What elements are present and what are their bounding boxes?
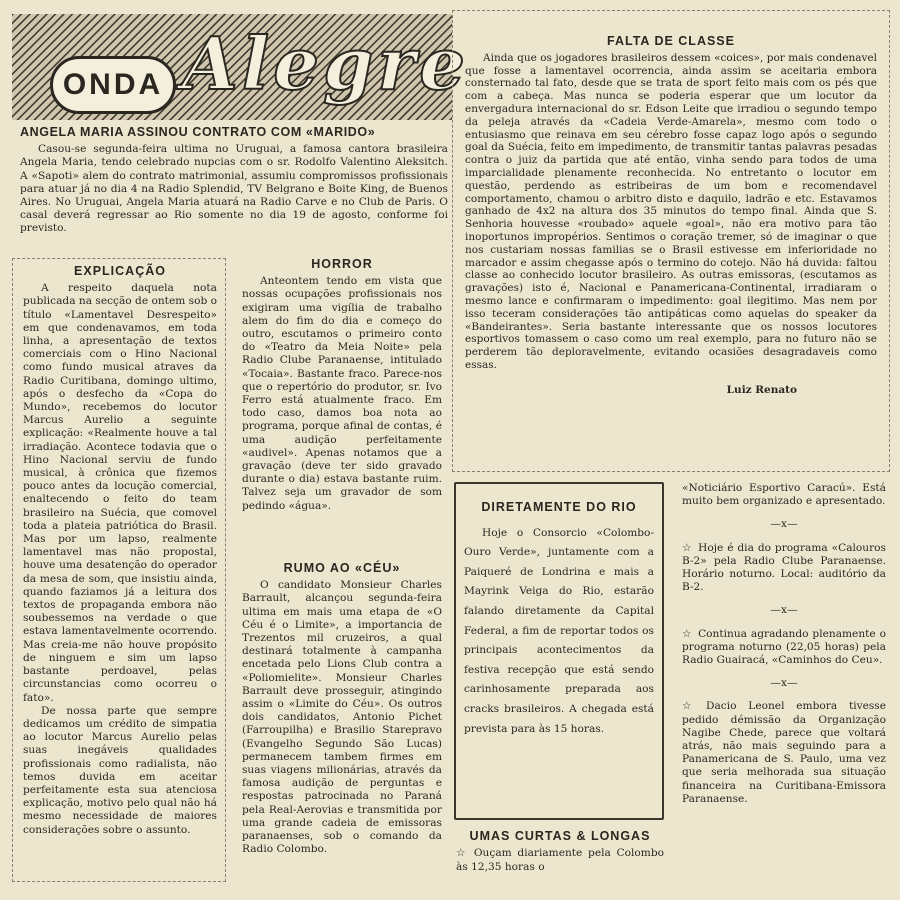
horror-article: [242, 258, 442, 513]
diretamente-do-rio-box: [454, 482, 664, 820]
star-icon: ☆: [456, 847, 468, 860]
falta-headline: FALTA DE CLASSE: [607, 34, 735, 48]
falta-body: Ainda que os jogadores brasileiros dessem «coices», por mais condenavel que fosse a lamentavel ocorrencia, ainda assim se aceitaria embora consternado tal fato, desde que se trata de sport feito mais com os pés que com a cabeça. Mas nunca se poderia esperar que um locutor da envergadura internacional do sr. Edson Leite que irradiou o segundo tempo da peleja através da «Cadeia Verde-Amarela», mesmo com todo o entusiasmo que reinava em seu cérebro fosse capaz logo após o segundo goal da Suécia, feito em impedimento, de transmitir tantas palavras pesadas contra o juiz da partida que até então, vinha sendo para todos de uma imparcialidade plenamente reconhecida. No entretanto o locutor em questão, perdendo as estribeiras de um bom e recomendavel comportamento, chamou o arbitro disto e daquilo, ladrão e etc. Estavamos ganhado de 4x2 na altura dos 35 minutos do tempo final. Ainda que S. Senhoria houvesse «roubado» aquele «goal», não era motivo para tão inoportunos impropérios. Sentimos o coração tremer, só de imaginar o que nos custariam nossas familias se o Brasil estivesse em inferioridade no marcador e assim chegasse após o termino do cotejo. Não há duvida: faltou classe ao conhecido locutor brasileiro. As outras emissoras, (escutamos as gravações) isto é, Nacional e Panamericana-Continental, irradiaram o mesmo lance e confirmaram o impedimento: goal ilegitimo. Mas nem por isso teceram considerações tão antipáticas como aquelas do speaker da «Bandeirantes». Seria bastante interessante que os nossos locutores esportivos tomassem o caso como um real exemplo, para no futuro não se perderem tão deploravelmente, evitando ocasiões desagradaveis como essas.: [465, 51, 877, 371]
logo-onda-text: ONDA: [50, 56, 176, 114]
diretamente-headline: DIRETAMENTE DO RIO: [481, 500, 637, 514]
curtas-item-4: [682, 700, 886, 806]
angela-body: Casou-se segunda-feira ultima no Uruguai, a famosa cantora brasileira Angela Maria, tendo celebrado nupcias com o sr. Rodolfo Valentino Aleksitch. A «Sapoti» alem do contrato matrimonial, assumiu compromissos profissionais para atuar já no dia 4 na Radio Splendid, TV Belgrano e Boite King, de Buenos Aires. No Uruguai, Angela Maria atuará na Radio Carve e no Club de Paris. O casal deverá regressar ao Rio somente no dia 19 de agosto, conforme foi previsto.: [20, 143, 448, 235]
separator-3: —x—: [770, 677, 798, 690]
curtas-continued-column: [682, 482, 886, 806]
star-icon: ☆: [682, 700, 700, 713]
separator-1: —x—: [770, 518, 798, 531]
rumo-headline: RUMO AO «CÉU»: [283, 561, 401, 575]
rumo-body: O candidato Monsieur Charles Barrault, alcançou segunda-feira ultima em mais uma etapa de «O Céu é o Limite», a importancia de Trezentos mil cruzeiros, a qual destinará totalmente à campanha encetada pelo Lions Club contra a «Poliomielite». Monsieur Charles Barrault deve prosseguir, atingindo assim o «Limite do Céu». Os outros dois candidatos, Antonio Pichet (Farroupilha) e Brasilio Starepravo (Evangelho Segundo São Lucas) permanecem tambem firmes em suas viagens milionárias, através da famosa audição de perguntas e respostas patrocinada no Paraná pela Real-Aerovias e transmitida por uma grande cadeia de emissoras paranaenses, sob o comando da Radio Colombo.: [242, 579, 442, 856]
curtas-item-1-continued: «Noticiário Esportivo Caracú». Está muito bem organizado e apresentado.: [682, 482, 886, 508]
explicacao-headline: EXPLICAÇÃO: [74, 264, 166, 278]
curtas-item-1: [456, 847, 664, 874]
curtas-item-2: [682, 542, 886, 595]
explicacao-paragraph-1: A respeito daquela nota publicada na secção de ontem sob o título «Lamentavel Desrespeito» em que condenavamos, em toda linha, a apresentação de textos comerciais com o Hino Nacional como fundo musical atraves da Radio Curitibana, domingo ultimo, após o desfecho da «Copa do Mundo», recebemos do locutor Marcus Aurelio a seguinte explicação: «Realmente houve a tal irradiação. Acontece todavia que o Hino Nacional serviu de fundo musical, à crônica que fizemos pouco antes da locução comercial, enaltecendo o feito do team brasileiro na Suécia, que comovel toda a plateia patriótica do Brasil. Mas por um lapso, realmente lamentavel mas não propostal, houve uma desatenção do operador da mesa de som, que insistiu ainda, quando faziamos já a leitura dos textos de propaganda embora não soubessemos na verdade o que estava lamentavelmente ocorrendo. Mas creia-me não houve propósito de ninguem e sim um lapso bastante perdoavel, pelas circunstancias como ocorreu o fato».: [23, 282, 217, 704]
star-icon: ☆: [682, 541, 693, 554]
curtas-item-3: [682, 628, 886, 668]
curtas-headline: UMAS CURTAS & LONGAS: [469, 829, 651, 843]
curtas-item-1-text: Ouçam diariamente pela Colombo às 12,35 horas o: [456, 847, 664, 873]
curtas-item-3-text: Continua agradando plenamente o programa noturno (22,05 horas) pela Radio Guairacá, «Caminhos do Ceu».: [682, 627, 886, 667]
rumo-ao-ceu-article: [242, 562, 442, 856]
star-icon: ☆: [682, 627, 693, 640]
logo-alegre-text: Alegre: [182, 21, 470, 106]
horror-body: Anteontem tendo em vista que nossas ocupações profissionais nos exigiram uma vigília de trabalho alem do fim do dia e começo do outro, escutamos o primeiro conto do «Teatro da Meia Noite» pela Radio Clube Paranaense, intitulado «Tocaia». Bastante fraco. Parece-nos que o repertório do produtor, sr. Ivo Ferro está atualmente fraco. Em todo caso, damos boa nota ao programa, porque afinal de contas, é uma audição perfeitamente «audivel». Apenas notamos que a gravação (deve ter sido gravado durante o dia) estava bastante ruim. Talvez seja um gravador de som pedindo «água».: [242, 275, 442, 512]
horror-headline: HORROR: [311, 257, 373, 271]
diretamente-body: Hoje o Consorcio «Colombo-Ouro Verde», juntamente com a Paiqueré de Londrina e mais a Mayrink Veiga do Rio, estarão falando diretamente da Capital Federal, a fim de reportar todos os principais acontecimentos da festiva recepção que está sendo carinhosamente preparada aos cracks brasileiros. A chegada está prevista para às 15 horas.: [464, 526, 654, 735]
onda-alegre-logo: [12, 14, 470, 120]
explicacao-paragraph-2: De nossa parte que sempre dedicamos um crédito de simpatia ao locutor Marcus Aurelio pelas suas inegáveis qualidades profissionais como radialista, não temos duvida em aceitar perfeitamente esta sua atenciosa explicação, motivo pelo qual não há mesmo necessidade de maiores considerações sobre o assunto.: [23, 704, 217, 836]
falta-de-classe-column: [452, 10, 890, 472]
curtas-item-4-text: Dacio Leonel embora tivesse pedido démissão da Organização Nagibe Chede, parece que voltará atrás, não mais seguindo para a Panamericana de S. Paulo, uma vez que seria melhorada sua situação financeira na Curitibana-Emissora Paranaense.: [682, 700, 887, 805]
separator-2: —x—: [770, 604, 798, 617]
falta-signature: Luiz Renato: [726, 383, 797, 396]
curtas-item-2-text: Hoje é dia do programa «Calouros B-2» pela Radio Clube Paranaense. Horário noturno. Local: auditório da B-2.: [682, 541, 886, 594]
angela-headline: ANGELA MARIA ASSINOU CONTRATO COM «MARIDO»: [20, 125, 376, 139]
angela-article: [20, 126, 448, 236]
explicacao-column: [12, 258, 226, 882]
curtas-article: [456, 830, 664, 874]
